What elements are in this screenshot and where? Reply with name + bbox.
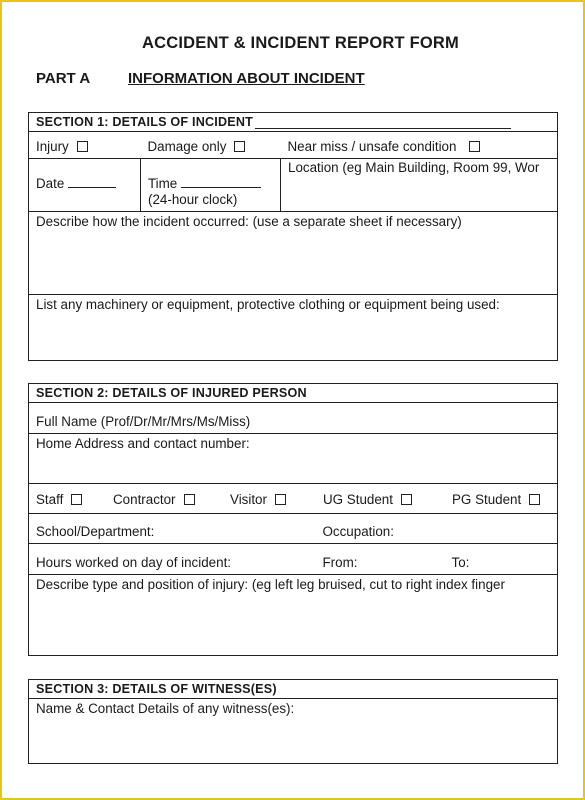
- section-2-table: [28, 383, 558, 656]
- home-address-field[interactable]: Home Address and contact number:: [29, 434, 558, 484]
- pg-student-option[interactable]: PG Student: [452, 492, 540, 507]
- injury-option[interactable]: Injury: [29, 132, 141, 159]
- part-title: INFORMATION ABOUT INCIDENT: [128, 70, 365, 87]
- occupation-field[interactable]: Occupation:: [316, 514, 558, 544]
- from-field[interactable]: From:: [316, 544, 445, 575]
- incident-description-field[interactable]: Describe how the incident occurred: (use a separate sheet if necessary): [29, 212, 558, 295]
- date-field[interactable]: Date: [29, 159, 141, 212]
- form-title: ACCIDENT & INCIDENT REPORT FORM: [142, 34, 459, 52]
- part-label: PART A: [36, 70, 91, 87]
- visitor-checkbox[interactable]: [275, 494, 286, 505]
- damage-option[interactable]: Damage only: [141, 132, 281, 159]
- visitor-option[interactable]: Visitor: [230, 492, 323, 507]
- hours-worked-field[interactable]: Hours worked on day of incident:: [29, 544, 316, 575]
- section-2-heading: SECTION 2: DETAILS OF INJURED PERSON: [29, 384, 558, 403]
- full-name-field[interactable]: Full Name (Prof/Dr/Mr/Mrs/Ms/Miss): [29, 403, 558, 434]
- school-department-field[interactable]: School/Department:: [29, 514, 316, 544]
- staff-checkbox[interactable]: [71, 494, 82, 505]
- person-category-row: [29, 484, 558, 514]
- staff-option[interactable]: Staff: [36, 492, 113, 507]
- near-miss-option[interactable]: Near miss / unsafe condition: [281, 132, 558, 159]
- damage-checkbox[interactable]: [234, 141, 245, 152]
- contractor-option[interactable]: Contractor: [113, 492, 230, 507]
- pg-student-checkbox[interactable]: [529, 494, 540, 505]
- section-1-heading: SECTION 1: DETAILS OF INCIDENT: [29, 113, 558, 132]
- witness-details-field[interactable]: Name & Contact Details of any witness(es):: [29, 699, 558, 764]
- contractor-checkbox[interactable]: [184, 494, 195, 505]
- injury-description-field[interactable]: Describe type and position of injury: (eg left leg bruised, cut to right index finger: [29, 575, 558, 656]
- section-1-table: [28, 112, 558, 361]
- ug-student-checkbox[interactable]: [401, 494, 412, 505]
- equipment-field[interactable]: List any machinery or equipment, protective clothing or equipment being used:: [29, 295, 558, 361]
- section-3-table: [28, 679, 558, 764]
- ug-student-option[interactable]: UG Student: [323, 492, 452, 507]
- near-miss-checkbox[interactable]: [469, 141, 480, 152]
- time-field[interactable]: Time (24-hour clock): [141, 159, 281, 212]
- injury-checkbox[interactable]: [77, 141, 88, 152]
- section-3-heading: SECTION 3: DETAILS OF WITNESS(ES): [29, 680, 558, 699]
- location-field[interactable]: Location (eg Main Building, Room 99, Wor: [281, 159, 558, 212]
- to-field[interactable]: To:: [445, 544, 558, 575]
